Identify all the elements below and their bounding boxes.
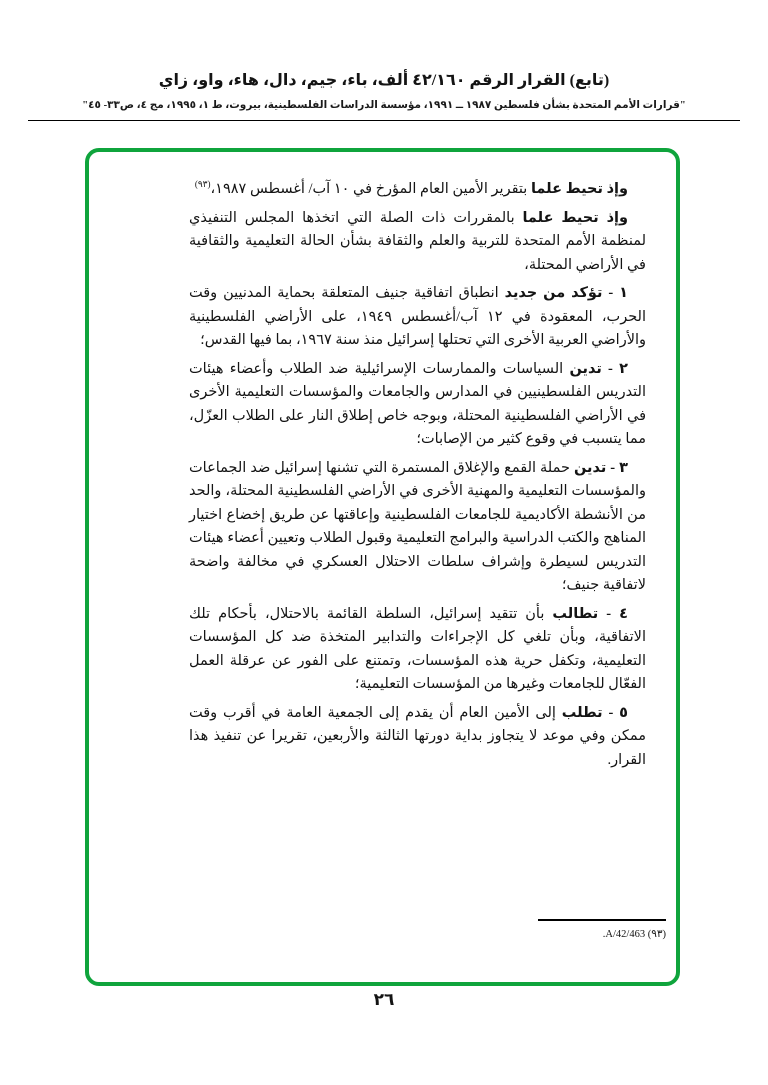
paragraph-text: السياسات والممارسات الإسرائيلية ضد الطلاب وأعضاء هيئات التدريس الفلسطينيين في المدارس والجامعات والمؤسسات التعليمية الأخرى في الأراضي الفلسطينية المحتلة، وبوجه خاص إطلاق النار على الطلاب العزّل، مما يتسبب في وقوع كثير من الإصابات؛: [189, 360, 646, 447]
resolution-title: (تابع) القرار الرقم ٤٢/١٦٠ ألف، باء، جيم، دال، هاء، واو، زاي: [158, 72, 610, 89]
paragraph-lead: تطالب: [552, 605, 599, 622]
page-number: ٢٦: [373, 990, 395, 1009]
paragraph-lead: وإذ تحيط علما: [530, 181, 628, 197]
paragraph-number: ٤ -: [598, 605, 628, 622]
paragraph-number: ٣ -: [606, 459, 628, 476]
paragraph-text: حملة القمع والإغلاق المستمرة التي تشنها إسرائيل ضد الجماعات والمؤسسات التعليمية والمهنية الأخرى في الأراضي الفلسطينية المحتلة، والحد من الأنشطة الأكاديمية للجامعات الفلسطينية وإعاقتها عن طريق إخضاع اختيار المناهج والكتب الدراسية والبرامج التعليمية وقبول الطلاب وتعيين أعضاء هيئات التدريس لسيطرة وإشراف سلطات الاحتلال العسكري في مخالفة واضحة لاتفاقية جنيف؛: [189, 459, 646, 593]
footnote-text: (٩٣) A/42/463.: [602, 929, 666, 940]
document-header: [0, 0, 768, 111]
paragraph-number: ١ -: [602, 285, 628, 301]
paragraph-text: بأن تتقيد إسرائيل، السلطة القائمة بالاحتلال، بأحكام تلك الاتفاقية، وبأن تلغي كل الإجراءات والتدابير المتخذة ضد كل المؤسسات التعليمية، وتكفل حرية هذه المؤسسات، وتمتنع على الفور عن عرقلة العمل الفعّال للجامعات وغيرها من المؤسسات التعليمية؛: [189, 605, 646, 692]
paragraph: [189, 702, 646, 773]
footnote-reference: (٩٣): [194, 179, 211, 190]
paragraph-lead: وإذ تحيط علما: [522, 209, 628, 226]
paragraph: [189, 457, 646, 598]
header-divider: [28, 120, 740, 121]
paragraph-lead: تؤكد من جديد: [504, 285, 603, 301]
paragraph-lead: تدين: [573, 459, 607, 476]
paragraph-lead: تطلب: [561, 704, 603, 721]
paragraph-lead: تدين: [569, 360, 602, 377]
footnote-area: [526, 919, 666, 940]
content-frame: [85, 148, 680, 986]
footnote-divider: [538, 919, 666, 921]
paragraph-text: بالمقررات ذات الصلة التي اتخذها المجلس التنفيذي لمنظمة الأمم المتحدة للتربية والعلم والثقافة بشأن الحالة التعليمية والثقافية في الأراضي المحتلة،: [189, 209, 646, 273]
paragraph-number: ٢ -: [601, 360, 628, 377]
paragraph-text: بتقرير الأمين العام المؤرخ في ١٠ آب/ أغسطس ١٩٨٧،: [210, 181, 531, 197]
paragraph: [189, 207, 646, 278]
paragraph-number: ٥ -: [602, 704, 628, 721]
body-paragraphs: [89, 152, 676, 772]
paragraph: [189, 603, 646, 697]
paragraph: [189, 178, 646, 202]
paragraph-text: إلى الأمين العام أن يقدم إلى الجمعية العامة في أقرب وقت ممكن وفي موعد لا يتجاوز بداية دورتها الثالثة والأربعين، تقريرا عن تنفيذ هذا القرار.: [189, 704, 646, 768]
paragraph: [189, 282, 646, 353]
source-citation: "قرارات الأمم المتحدة بشأن فلسطين ١٩٨٧ ــ ١٩٩١، مؤسسة الدراسات الفلسطينية، بيروت، ط ١، ١٩٩٥، مج ٤، ص٣٣- ٤٥": [82, 100, 686, 111]
paragraph: [189, 358, 646, 452]
paragraph-text: انطباق اتفاقية جنيف المتعلقة بحماية المدنيين وقت الحرب، المعقودة في ١٢ آب/أغسطس ١٩٤٩، على الأراضي الفلسطينية والأراضي العربية الأخرى التي تحتلها إسرائيل منذ سنة ١٩٦٧، بما فيها القدس؛: [189, 285, 646, 348]
